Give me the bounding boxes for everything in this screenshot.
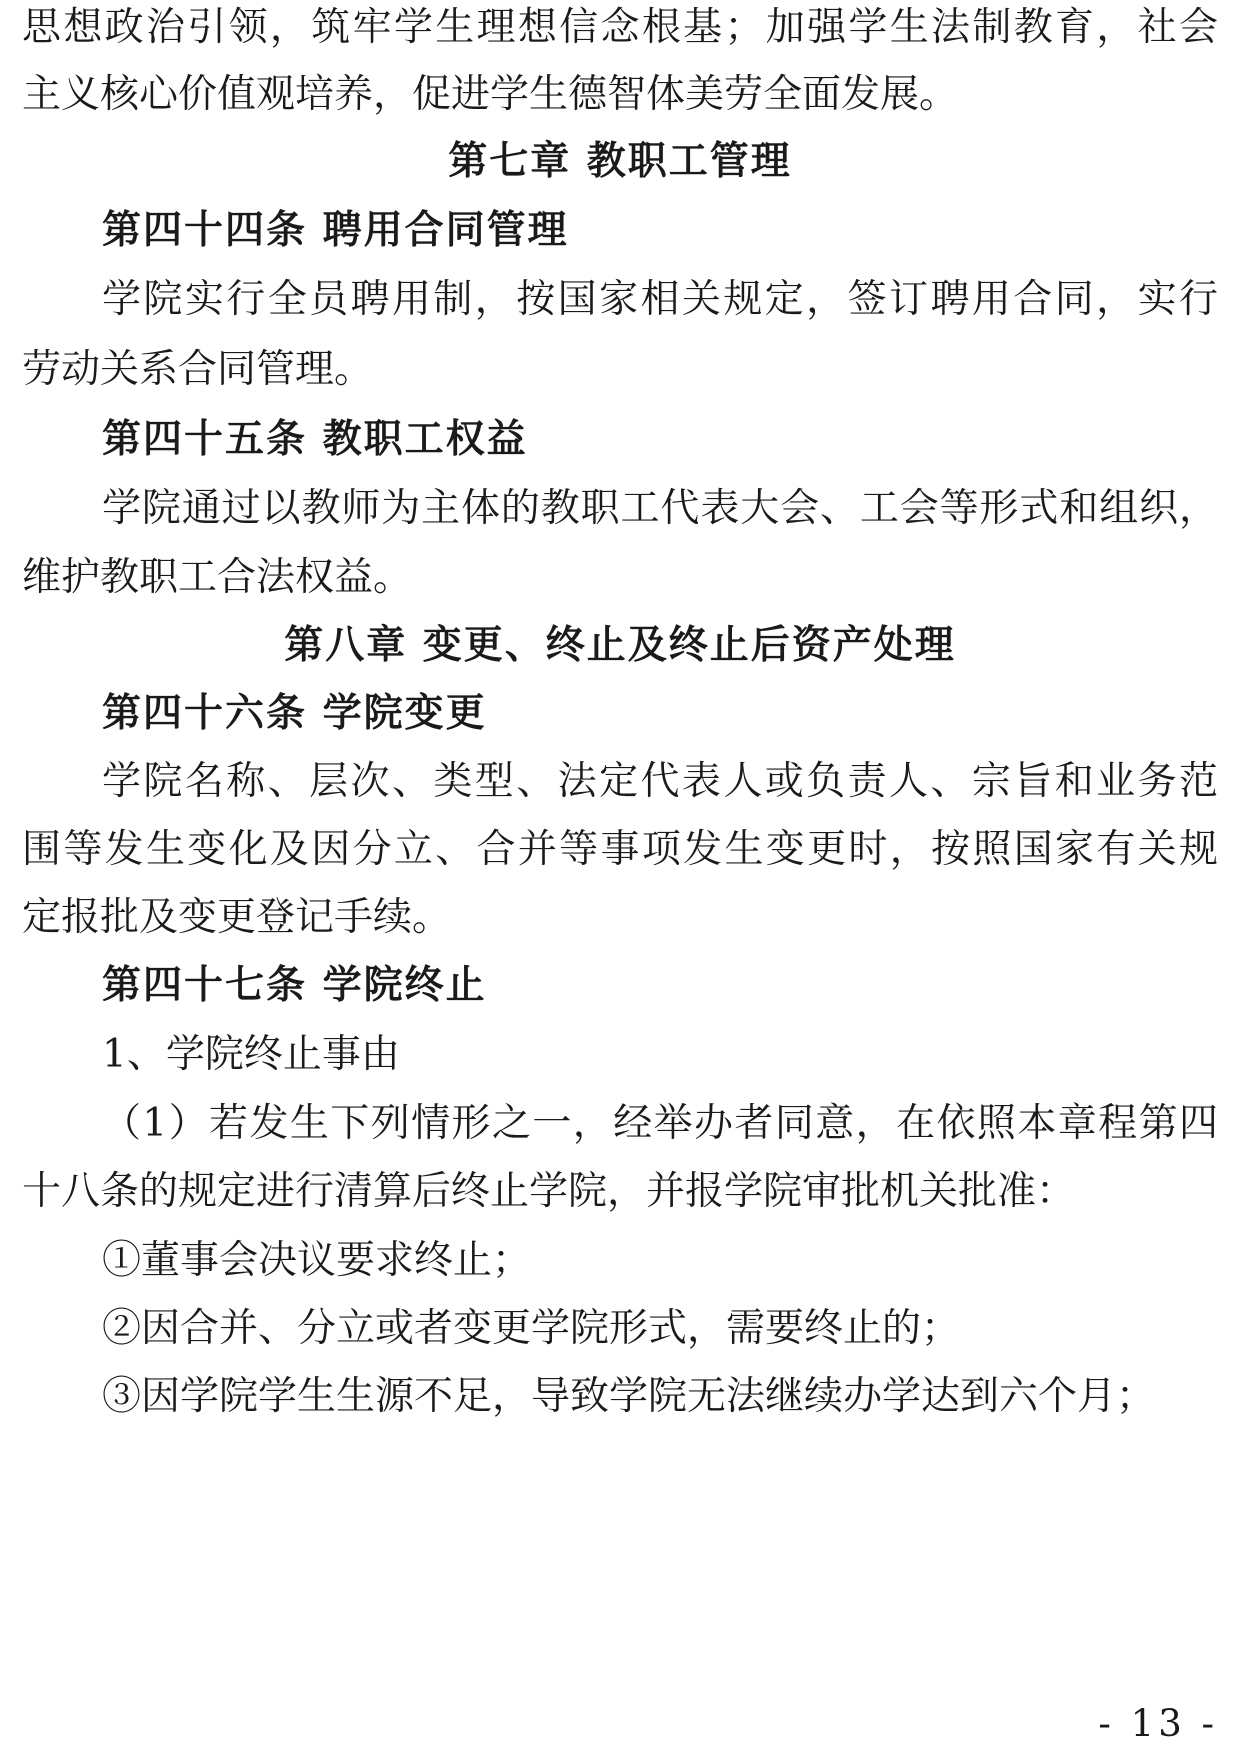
chapter-heading: 第七章 教职工管理 xyxy=(448,139,792,184)
list-item: ②因合并、分立或者变更学院形式，需要终止的； xyxy=(102,1306,961,1351)
paragraph-line: 学院通过以教师为主体的教职工代表大会、工会等形式和组织， xyxy=(102,486,1218,531)
paragraph-line: 思想政治引领，筑牢学生理想信念根基；加强学生法制教育，社会 xyxy=(22,5,1218,50)
article-heading: 第四十五条 教职工权益 xyxy=(102,417,528,462)
list-item: ①董事会决议要求终止； xyxy=(102,1238,532,1283)
paragraph-line: 围等发生变化及因分立、合并等事项发生变更时，按照国家有关规 xyxy=(22,827,1218,872)
page-number: - 13 - xyxy=(1098,1702,1218,1745)
paragraph-line: 主义核心价值观培养，促进学生德智体美劳全面发展。 xyxy=(22,72,959,117)
article-heading: 第四十六条 学院变更 xyxy=(102,691,487,736)
paragraph-line: 十八条的规定进行清算后终止学院，并报学院审批机关批准： xyxy=(22,1169,1076,1214)
chapter-heading: 第八章 变更、终止及终止后资产处理 xyxy=(284,623,956,668)
paragraph-line: 维护教职工合法权益。 xyxy=(22,555,413,600)
paragraph-line: 定报批及变更登记手续。 xyxy=(22,895,452,940)
list-item: 1、学院终止事由 xyxy=(102,1032,400,1077)
list-item: ③因学院学生生源不足，导致学院无法继续办学达到六个月； xyxy=(102,1374,1156,1419)
article-heading: 第四十七条 学院终止 xyxy=(102,963,487,1008)
article-heading: 第四十四条 聘用合同管理 xyxy=(102,208,569,253)
paragraph-line: 劳动关系合同管理。 xyxy=(22,347,374,392)
paragraph-line: 学院实行全员聘用制，按国家相关规定，签订聘用合同，实行 xyxy=(102,277,1218,322)
paragraph-line: 学院名称、层次、类型、法定代表人或负责人、宗旨和业务范 xyxy=(102,759,1218,804)
paragraph-line: （1）若发生下列情形之一，经举办者同意，在依照本章程第四 xyxy=(102,1101,1218,1146)
